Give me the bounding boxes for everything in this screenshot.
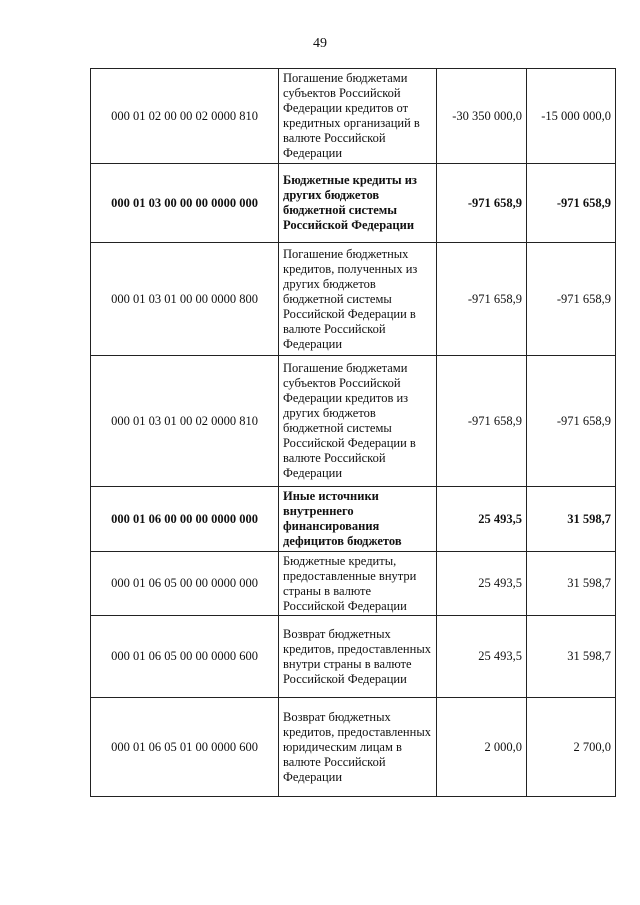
table-row-total (91, 487, 616, 552)
item-name-cell: Погашение бюджетами субъектов Российской Федерации кредитов от кредитных организаций в валюте Российской Федерации (279, 69, 437, 164)
amount-year1-cell: 2 000,0 (437, 698, 527, 797)
budget-code-cell: 000 01 06 00 00 00 0000 000 (91, 487, 279, 552)
item-name-cell: Возврат бюджетных кредитов, предоставленных внутри страны в валюте Российской Федерации (279, 616, 437, 698)
amount-year2-cell: -15 000 000,0 (527, 69, 616, 164)
table-row (91, 698, 616, 797)
budget-code-cell: 000 01 06 05 00 00 0000 000 (91, 552, 279, 616)
amount-year2-cell: -971 658,9 (527, 243, 616, 356)
amount-year2-cell: 31 598,7 (527, 552, 616, 616)
budget-code-cell: 000 01 03 00 00 00 0000 000 (91, 164, 279, 243)
amount-year2-cell: 31 598,7 (527, 487, 616, 552)
budget-code-cell: 000 01 06 05 01 00 0000 600 (91, 698, 279, 797)
table-row (91, 356, 616, 487)
budget-code-cell: 000 01 03 01 00 00 0000 800 (91, 243, 279, 356)
item-name-cell: Погашение бюджетами субъектов Российской Федерации кредитов из других бюджетов бюджетной системы Российской Федерации в валюте Российской Федерации (279, 356, 437, 487)
item-name-cell: Погашение бюджетных кредитов, полученных из других бюджетов бюджетной системы Российской Федерации в валюте Российской Федерации (279, 243, 437, 356)
amount-year2-cell: -971 658,9 (527, 356, 616, 487)
amount-year1-cell: 25 493,5 (437, 616, 527, 698)
item-name-cell: Иные источники внутреннего финансирования дефицитов бюджетов (279, 487, 437, 552)
amount-year2-cell: 2 700,0 (527, 698, 616, 797)
item-name-cell: Бюджетные кредиты из других бюджетов бюджетной системы Российской Федерации (279, 164, 437, 243)
amount-year1-cell: 25 493,5 (437, 487, 527, 552)
amount-year1-cell: -30 350 000,0 (437, 69, 527, 164)
amount-year1-cell: 25 493,5 (437, 552, 527, 616)
table-row (91, 69, 616, 164)
budget-code-cell: 000 01 02 00 00 02 0000 810 (91, 69, 279, 164)
table-row (91, 243, 616, 356)
item-name-cell: Бюджетные кредиты, предоставленные внутри страны в валюте Российской Федерации (279, 552, 437, 616)
budget-sources-table (90, 68, 616, 797)
amount-year2-cell: -971 658,9 (527, 164, 616, 243)
page-number: 49 (313, 36, 327, 51)
amount-year1-cell: -971 658,9 (437, 356, 527, 487)
amount-year2-cell: 31 598,7 (527, 616, 616, 698)
amount-year1-cell: -971 658,9 (437, 164, 527, 243)
item-name-cell: Возврат бюджетных кредитов, предоставленных юридическим лицам в валюте Российской Федерации (279, 698, 437, 797)
budget-code-cell: 000 01 06 05 00 00 0000 600 (91, 616, 279, 698)
table-row (91, 616, 616, 698)
table-row (91, 552, 616, 616)
budget-code-cell: 000 01 03 01 00 02 0000 810 (91, 356, 279, 487)
amount-year1-cell: -971 658,9 (437, 243, 527, 356)
table-row-total (91, 164, 616, 243)
